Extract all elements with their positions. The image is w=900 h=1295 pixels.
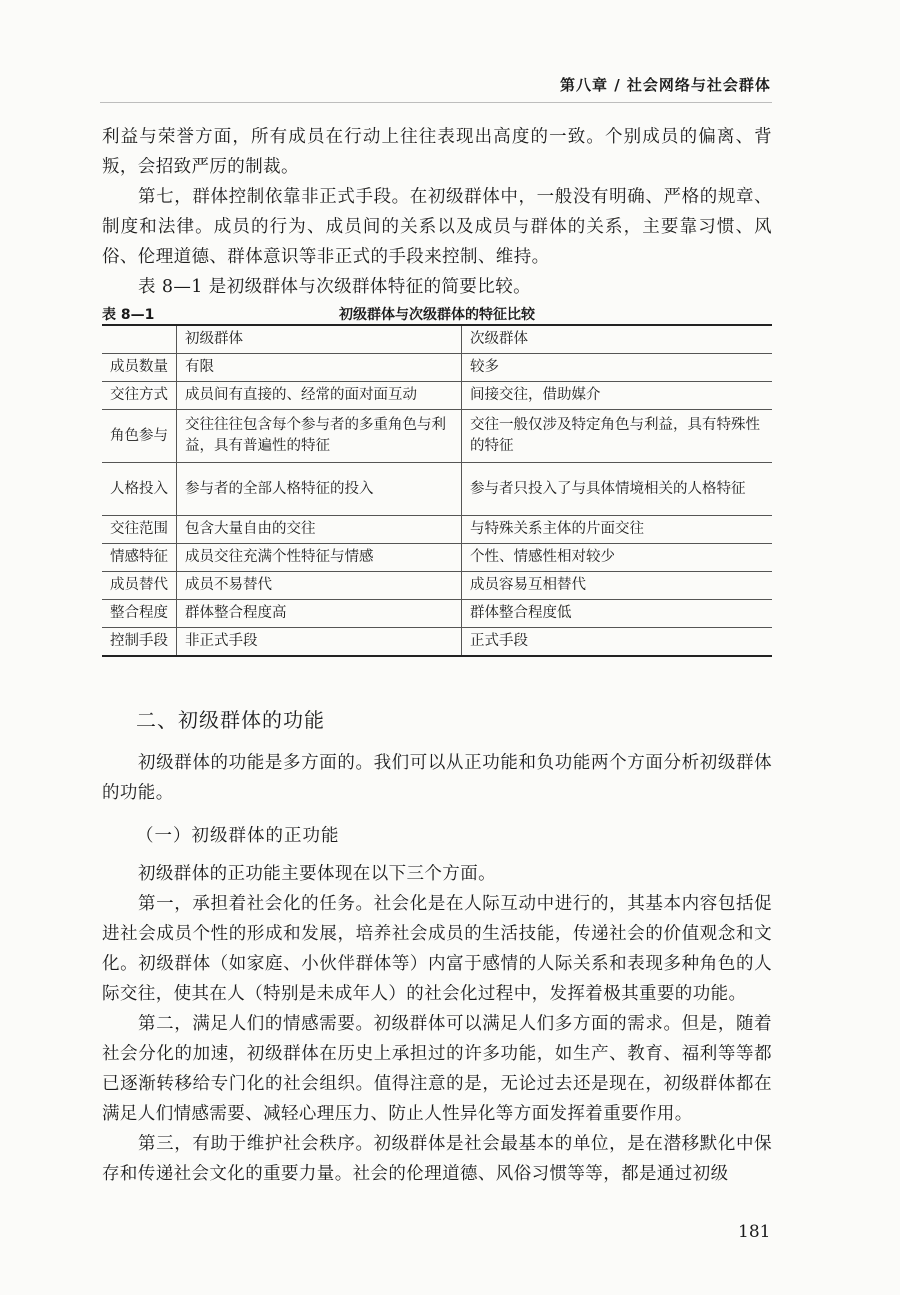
table-cell: 较多	[462, 354, 773, 382]
paragraph: 利益与荣誉方面，所有成员在行动上往往表现出高度的一致。个别成员的偏离、背叛，会招致严厉的制裁。	[102, 127, 772, 177]
subsection-heading: （一）初级群体的正功能	[136, 826, 340, 846]
table-row	[102, 572, 772, 600]
row-label: 整合程度	[102, 600, 177, 628]
table-header-cell: 初级群体	[177, 325, 462, 354]
table-row	[102, 354, 772, 382]
table-row	[102, 382, 772, 410]
table-header-cell	[102, 325, 177, 354]
row-label: 控制手段	[102, 628, 177, 657]
paragraph: 初级群体的功能是多方面的。我们可以从正功能和负功能两个方面分析初级群体的功能。	[102, 753, 772, 803]
table-cell: 成员不易替代	[177, 572, 462, 600]
table-cell: 成员交往充满个性特征与情感	[177, 544, 462, 572]
table-cell: 非正式手段	[177, 628, 462, 657]
running-header: 第八章 / 社会网络与社会群体	[560, 76, 771, 94]
row-label: 角色参与	[102, 410, 177, 463]
header-divider	[100, 102, 772, 103]
table-caption	[102, 300, 772, 324]
table-row	[102, 410, 772, 463]
comparison-table	[102, 324, 772, 657]
table-row	[102, 600, 772, 628]
table-row	[102, 544, 772, 572]
table-header-row	[102, 325, 772, 354]
table-cell: 成员间有直接的、经常的面对面互动	[177, 382, 462, 410]
table-header-cell: 次级群体	[462, 325, 773, 354]
row-label: 情感特征	[102, 544, 177, 572]
comparison-table-block	[102, 300, 772, 657]
table-cell: 有限	[177, 354, 462, 382]
section-functions	[102, 704, 772, 1189]
table-cell: 与特殊关系主体的片面交往	[462, 516, 773, 544]
table-cell: 个性、情感性相对较少	[462, 544, 773, 572]
table-cell: 参与者只投入了与具体情境相关的人格特征	[462, 463, 773, 516]
table-row	[102, 516, 772, 544]
table-cell: 正式手段	[462, 628, 773, 657]
table-cell: 群体整合程度低	[462, 600, 773, 628]
table-row	[102, 463, 772, 516]
table-cell: 包含大量自由的交往	[177, 516, 462, 544]
table-title: 初级群体与次级群体的特征比较	[339, 307, 535, 323]
row-label: 交往范围	[102, 516, 177, 544]
paragraph: 第二，满足人们的情感需要。初级群体可以满足人们多方面的需求。但是，随着社会分化的加速，初级群体在历史上承担过的许多功能，如生产、教育、福利等等都已逐渐转移给专门化的社会组织。值得注意的是，无论过去还是现在，初级群体都在满足人们情感需要、减轻心理压力、防止人性异化等方面发挥着重要作用。	[102, 1014, 772, 1124]
table-cell: 交往往往包含每个参与者的多重角色与利益，具有普遍性的特征	[177, 410, 462, 463]
top-text	[102, 122, 772, 302]
paragraph: 第一，承担着社会化的任务。社会化是在人际互动中进行的，其基本内容包括促进社会成员个性的形成和发展，培养社会成员的生活技能，传递社会的价值观念和文化。初级群体（如家庭、小伙伴群体等）内富于感情的人际关系和表现多种角色的人际交往，使其在人（特别是未成年人）的社会化过程中，发挥着极其重要的功能。	[102, 894, 772, 1004]
paragraph: 第七，群体控制依靠非正式手段。在初级群体中，一般没有明确、严格的规章、制度和法律。成员的行为、成员间的关系以及成员与群体的关系，主要靠习惯、风俗、伦理道德、群体意识等非正式的手段来控制、维持。	[102, 187, 772, 267]
table-row	[102, 628, 772, 657]
row-label: 人格投入	[102, 463, 177, 516]
table-cell: 成员容易互相替代	[462, 572, 773, 600]
row-label: 成员数量	[102, 354, 177, 382]
table-cell: 间接交往，借助媒介	[462, 382, 773, 410]
page-number: 181	[738, 1222, 771, 1242]
paragraph: 第三，有助于维护社会秩序。初级群体是社会最基本的单位，是在潜移默化中保存和传递社会文化的重要力量。社会的伦理道德、风俗习惯等等，都是通过初级	[102, 1134, 772, 1184]
table-number: 表 8—1	[102, 307, 155, 323]
paragraph: 表 8—1 是初级群体与次级群体特征的简要比较。	[138, 277, 531, 297]
paragraph: 初级群体的正功能主要体现在以下三个方面。	[138, 864, 496, 884]
row-label: 交往方式	[102, 382, 177, 410]
table-cell: 参与者的全部人格特征的投入	[177, 463, 462, 516]
row-label: 成员替代	[102, 572, 177, 600]
section-heading: 二、初级群体的功能	[136, 708, 325, 732]
table-cell: 群体整合程度高	[177, 600, 462, 628]
table-cell: 交往一般仅涉及特定角色与利益，具有特殊性的特征	[462, 410, 773, 463]
